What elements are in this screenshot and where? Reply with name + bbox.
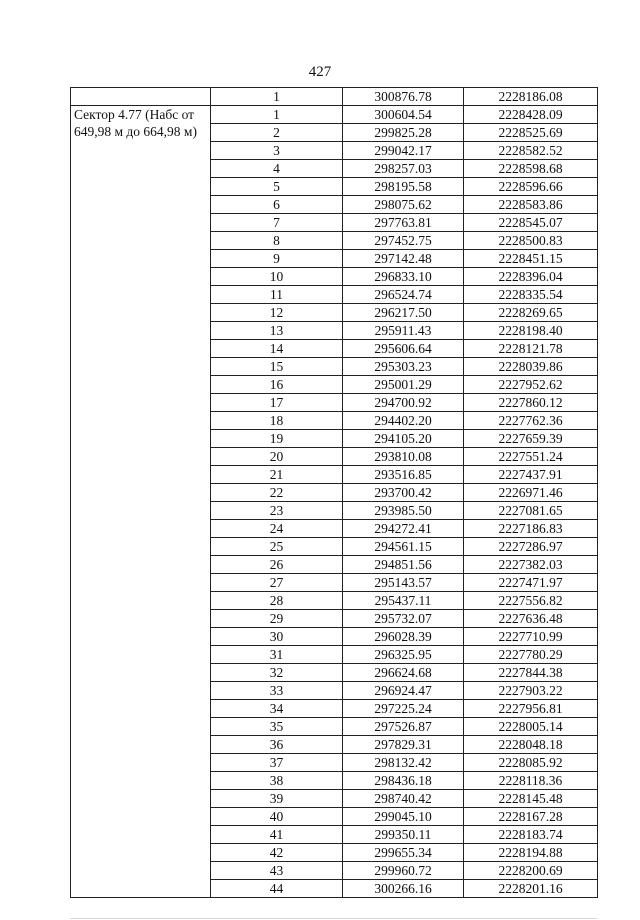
x-coordinate: 293810.08	[343, 448, 464, 466]
point-number: 17	[211, 394, 343, 412]
x-coordinate: 299042.17	[343, 142, 464, 160]
point-number: 34	[211, 700, 343, 718]
point-number: 8	[211, 232, 343, 250]
x-coordinate: 300604.54	[343, 106, 464, 124]
y-coordinate: 2228396.04	[464, 268, 598, 286]
x-coordinate: 294402.20	[343, 412, 464, 430]
x-coordinate: 297142.48	[343, 250, 464, 268]
point-number: 13	[211, 322, 343, 340]
y-coordinate: 2228186.08	[464, 88, 598, 106]
y-coordinate: 2228039.86	[464, 358, 598, 376]
y-coordinate: 2228198.40	[464, 322, 598, 340]
point-number: 28	[211, 592, 343, 610]
y-coordinate: 2228085.92	[464, 754, 598, 772]
y-coordinate: 2227710.99	[464, 628, 598, 646]
x-coordinate: 296624.68	[343, 664, 464, 682]
point-number: 40	[211, 808, 343, 826]
x-coordinate: 299825.28	[343, 124, 464, 142]
table-row	[71, 88, 598, 106]
y-coordinate: 2228500.83	[464, 232, 598, 250]
y-coordinate: 2227780.29	[464, 646, 598, 664]
y-coordinate: 2228596.66	[464, 178, 598, 196]
point-number: 44	[211, 880, 343, 898]
y-coordinate: 2227762.36	[464, 412, 598, 430]
y-coordinate: 2228451.15	[464, 250, 598, 268]
y-coordinate: 2228545.07	[464, 214, 598, 232]
x-coordinate: 295143.57	[343, 574, 464, 592]
y-coordinate: 2228598.68	[464, 160, 598, 178]
point-number: 5	[211, 178, 343, 196]
x-coordinate: 297763.81	[343, 214, 464, 232]
x-coordinate: 298195.58	[343, 178, 464, 196]
sector-cell-empty	[71, 88, 211, 106]
x-coordinate: 296524.74	[343, 286, 464, 304]
x-coordinate: 298075.62	[343, 196, 464, 214]
x-coordinate: 296028.39	[343, 628, 464, 646]
y-coordinate: 2227556.82	[464, 592, 598, 610]
point-number: 1	[211, 88, 343, 106]
sector-label: Сектор 4.77 (Набс от 649,98 м до 664,98 м)	[71, 106, 211, 898]
y-coordinate: 2227659.39	[464, 430, 598, 448]
x-coordinate: 295732.07	[343, 610, 464, 628]
point-number: 15	[211, 358, 343, 376]
x-coordinate: 297829.31	[343, 736, 464, 754]
y-coordinate: 2227186.83	[464, 520, 598, 538]
x-coordinate: 299045.10	[343, 808, 464, 826]
x-coordinate: 293516.85	[343, 466, 464, 484]
point-number: 42	[211, 844, 343, 862]
x-coordinate: 294561.15	[343, 538, 464, 556]
x-coordinate: 296924.47	[343, 682, 464, 700]
point-number: 30	[211, 628, 343, 646]
point-number: 24	[211, 520, 343, 538]
y-coordinate: 2227860.12	[464, 394, 598, 412]
x-coordinate: 298436.18	[343, 772, 464, 790]
y-coordinate: 2227956.81	[464, 700, 598, 718]
x-coordinate: 295303.23	[343, 358, 464, 376]
point-number: 35	[211, 718, 343, 736]
y-coordinate: 2228269.65	[464, 304, 598, 322]
y-coordinate: 2227286.97	[464, 538, 598, 556]
x-coordinate: 300876.78	[343, 88, 464, 106]
point-number: 41	[211, 826, 343, 844]
x-coordinate: 300266.16	[343, 880, 464, 898]
y-coordinate: 2227636.48	[464, 610, 598, 628]
x-coordinate: 299960.72	[343, 862, 464, 880]
x-coordinate: 295437.11	[343, 592, 464, 610]
x-coordinate: 298740.42	[343, 790, 464, 808]
point-number: 14	[211, 340, 343, 358]
y-coordinate: 2228048.18	[464, 736, 598, 754]
y-coordinate: 2228118.36	[464, 772, 598, 790]
y-coordinate: 2228525.69	[464, 124, 598, 142]
x-coordinate: 298257.03	[343, 160, 464, 178]
x-coordinate: 294272.41	[343, 520, 464, 538]
x-coordinate: 297526.87	[343, 718, 464, 736]
x-coordinate: 295001.29	[343, 376, 464, 394]
x-coordinate: 295606.64	[343, 340, 464, 358]
y-coordinate: 2227952.62	[464, 376, 598, 394]
point-number: 7	[211, 214, 343, 232]
point-number: 21	[211, 466, 343, 484]
point-number: 2	[211, 124, 343, 142]
point-number: 39	[211, 790, 343, 808]
y-coordinate: 2227382.03	[464, 556, 598, 574]
page-number: 427	[308, 64, 332, 80]
point-number: 4	[211, 160, 343, 178]
point-number: 38	[211, 772, 343, 790]
y-coordinate: 2228183.74	[464, 826, 598, 844]
x-coordinate: 293985.50	[343, 502, 464, 520]
point-number: 33	[211, 682, 343, 700]
point-number: 20	[211, 448, 343, 466]
point-number: 6	[211, 196, 343, 214]
y-coordinate: 2228583.86	[464, 196, 598, 214]
coordinates-table	[70, 87, 598, 898]
y-coordinate: 2228201.16	[464, 880, 598, 898]
y-coordinate: 2227081.65	[464, 502, 598, 520]
y-coordinate: 2228167.28	[464, 808, 598, 826]
x-coordinate: 299655.34	[343, 844, 464, 862]
x-coordinate: 298132.42	[343, 754, 464, 772]
y-coordinate: 2226971.46	[464, 484, 598, 502]
point-number: 22	[211, 484, 343, 502]
x-coordinate: 296833.10	[343, 268, 464, 286]
x-coordinate: 296217.50	[343, 304, 464, 322]
point-number: 16	[211, 376, 343, 394]
x-coordinate: 296325.95	[343, 646, 464, 664]
y-coordinate: 2228194.88	[464, 844, 598, 862]
y-coordinate: 2228200.69	[464, 862, 598, 880]
point-number: 32	[211, 664, 343, 682]
y-coordinate: 2228428.09	[464, 106, 598, 124]
point-number: 18	[211, 412, 343, 430]
y-coordinate: 2228005.14	[464, 718, 598, 736]
x-coordinate: 294851.56	[343, 556, 464, 574]
point-number: 31	[211, 646, 343, 664]
point-number: 12	[211, 304, 343, 322]
y-coordinate: 2228145.48	[464, 790, 598, 808]
x-coordinate: 295911.43	[343, 322, 464, 340]
y-coordinate: 2227437.91	[464, 466, 598, 484]
point-number: 27	[211, 574, 343, 592]
y-coordinate: 2227551.24	[464, 448, 598, 466]
y-coordinate: 2228582.52	[464, 142, 598, 160]
x-coordinate: 293700.42	[343, 484, 464, 502]
x-coordinate: 299350.11	[343, 826, 464, 844]
y-coordinate: 2227903.22	[464, 682, 598, 700]
point-number: 23	[211, 502, 343, 520]
point-number: 36	[211, 736, 343, 754]
coordinates-table-body	[71, 88, 598, 898]
page-edge-line	[70, 918, 597, 919]
x-coordinate: 294700.92	[343, 394, 464, 412]
y-coordinate: 2228335.54	[464, 286, 598, 304]
point-number: 29	[211, 610, 343, 628]
point-number: 9	[211, 250, 343, 268]
x-coordinate: 297225.24	[343, 700, 464, 718]
table-row	[71, 106, 598, 124]
y-coordinate: 2228121.78	[464, 340, 598, 358]
point-number: 43	[211, 862, 343, 880]
point-number: 3	[211, 142, 343, 160]
point-number: 26	[211, 556, 343, 574]
point-number: 11	[211, 286, 343, 304]
x-coordinate: 294105.20	[343, 430, 464, 448]
y-coordinate: 2227471.97	[464, 574, 598, 592]
y-coordinate: 2227844.38	[464, 664, 598, 682]
point-number: 1	[211, 106, 343, 124]
point-number: 25	[211, 538, 343, 556]
x-coordinate: 297452.75	[343, 232, 464, 250]
point-number: 37	[211, 754, 343, 772]
point-number: 19	[211, 430, 343, 448]
point-number: 10	[211, 268, 343, 286]
